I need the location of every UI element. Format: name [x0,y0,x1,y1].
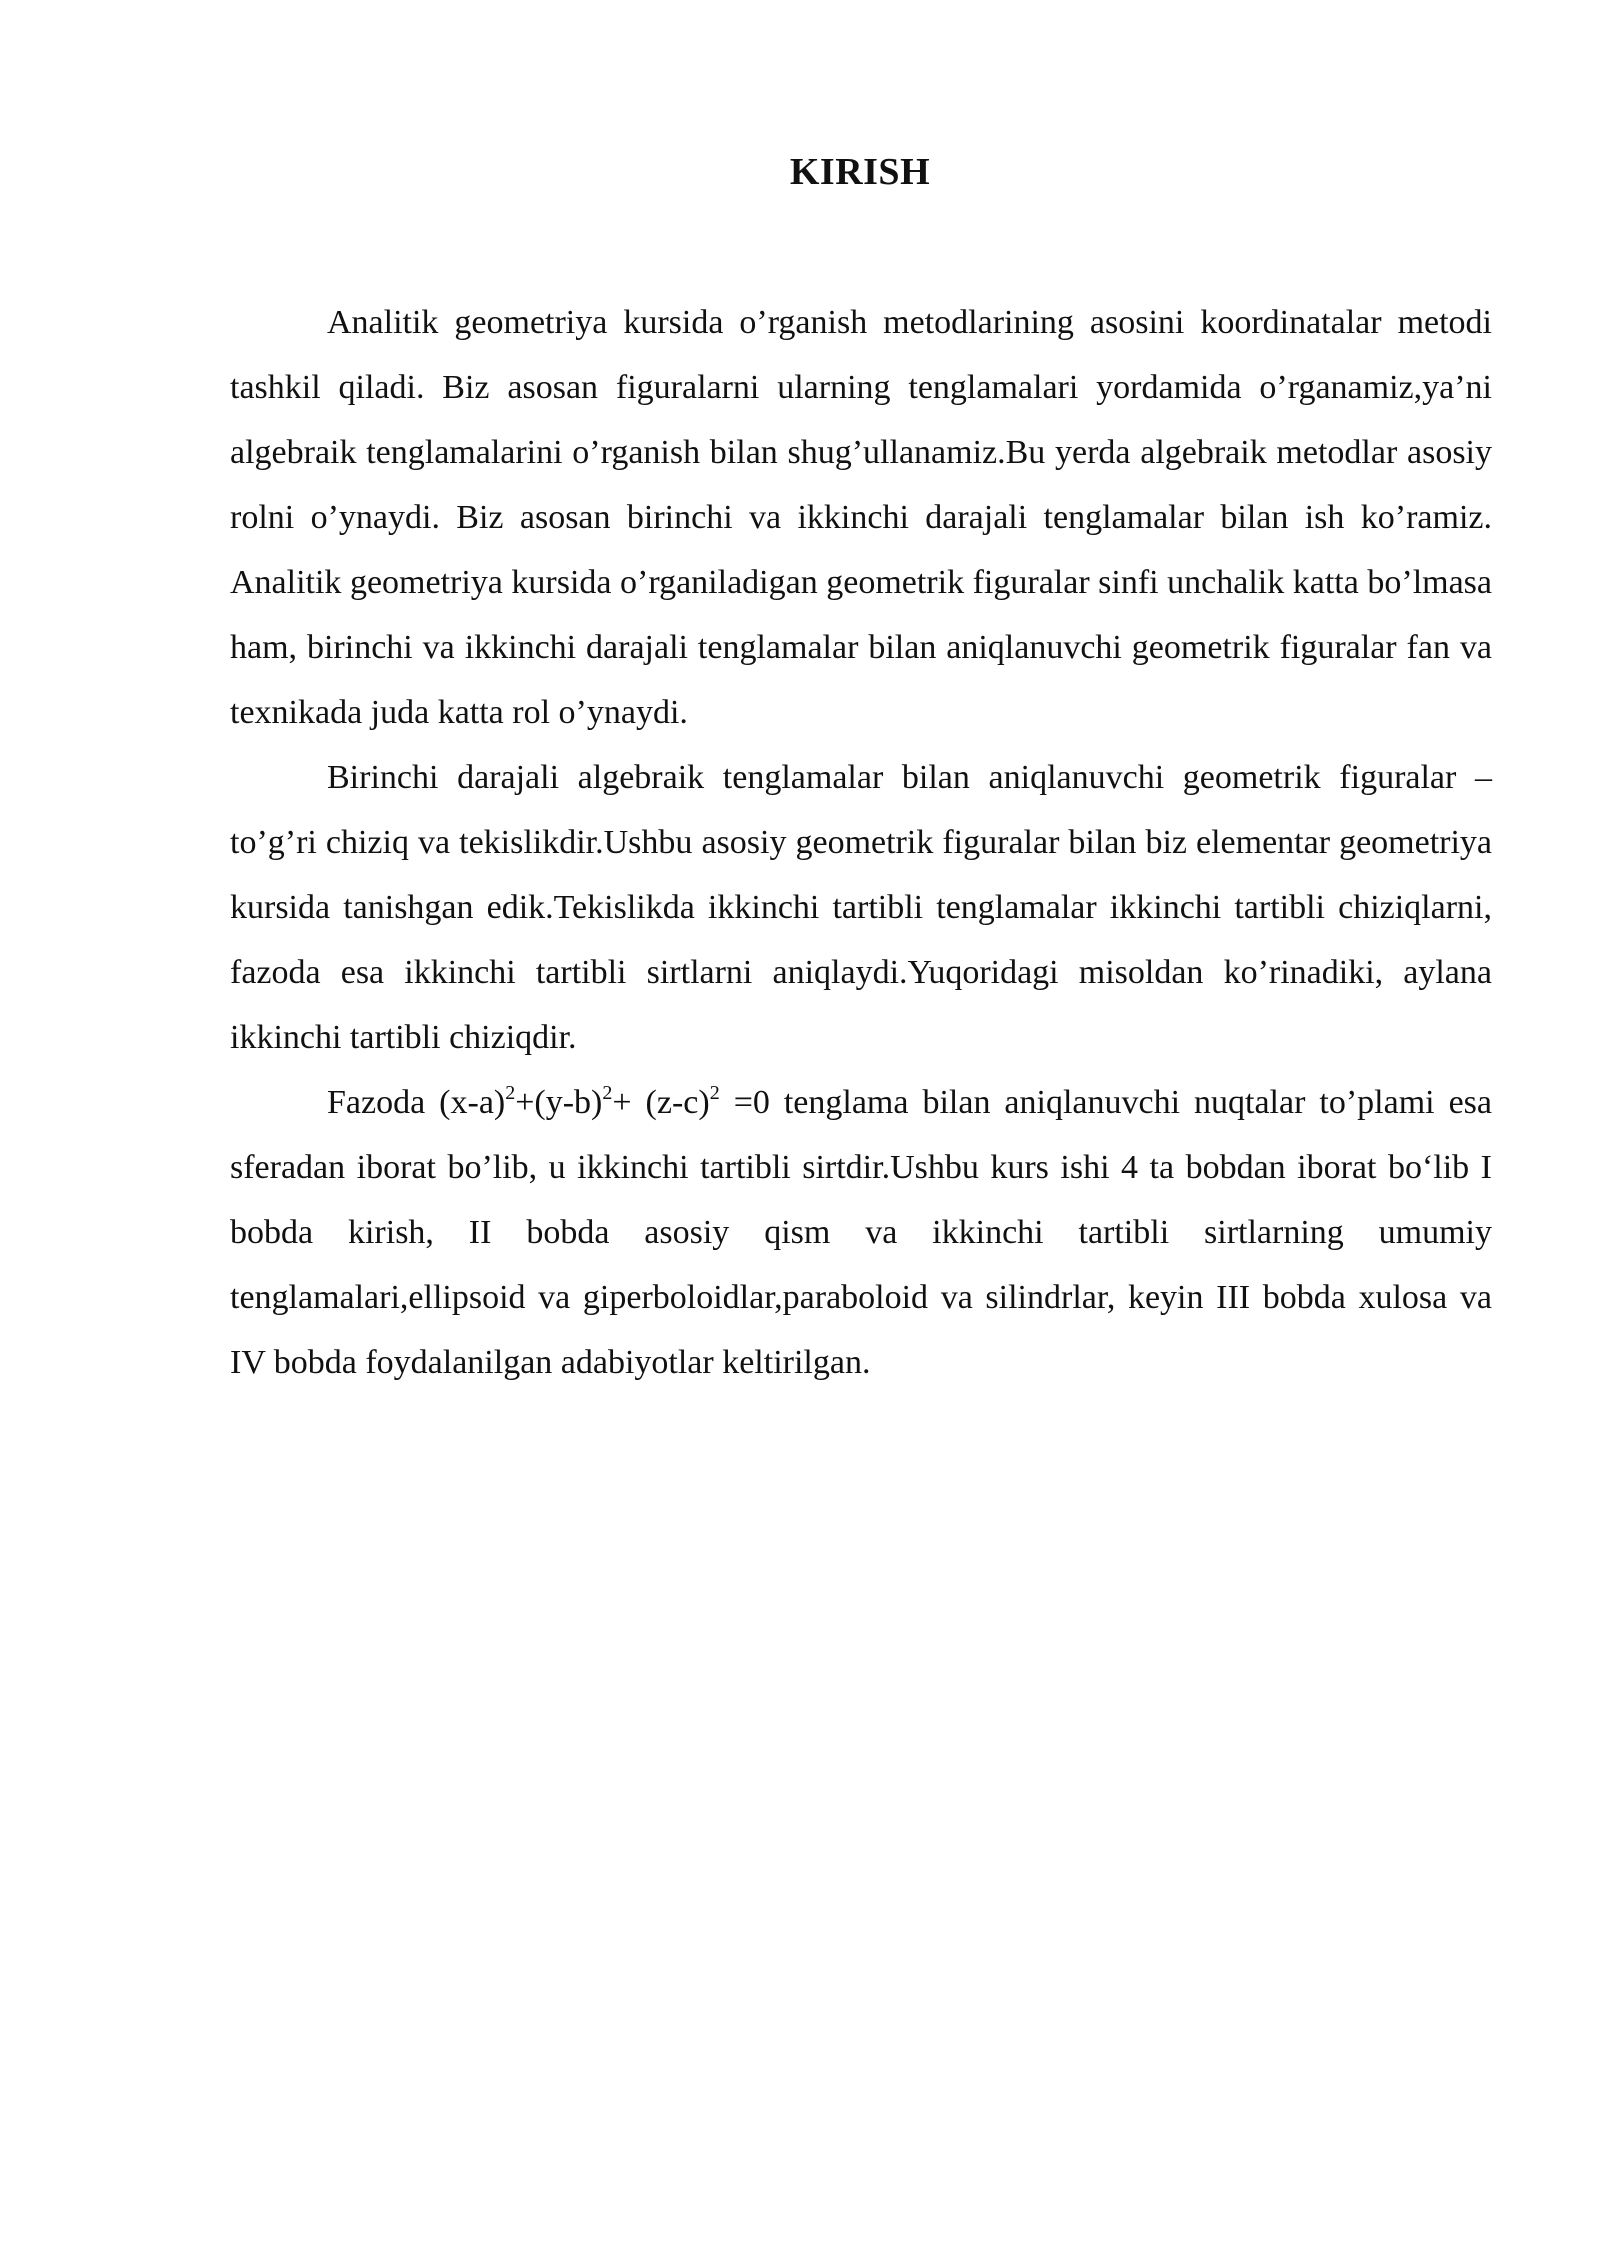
paragraph-lead: Fazoda [327,1084,440,1121]
equation-exponent-1: 2 [505,1082,516,1104]
equation-exponent-2: 2 [602,1082,613,1104]
equation-exponent-3: 2 [709,1082,720,1104]
paragraph-rest: tenglama bilan aniqlanuvchi nuqtalar to’plami esa sferadan iborat bo’lib, u ikkinchi tartibli sirtdir.Ushbu kurs ishi 4 ta bobdan iborat bo‘lib I bobda kirish, II bobda asosiy qism va ikkinchi tartibli sirtlarning umumiy tenglamalari,ellipsoid va giperboloidlar,paraboloid va silindrlar, keyin III bobda xulosa va IV bobda foydalanilgan adabiyotlar keltirilgan. [230,1084,1492,1381]
paragraph-intro: Analitik geometriya kursida o’rganish metodlarining asosini koordinatalar metodi tashkil qiladi. Biz asosan figuralarni ularning tenglamalari yordamida o’rganamiz,ya’ni algebraik tenglamalarini o’rganish bilan shug’ullanamiz.Bu yerda algebraik metodlar asosiy rolni o’ynaydi. Biz asosan birinchi va ikkinchi darajali tenglamalar bilan ish ko’ramiz. Analitik geometriya kursida o’rganiladigan geometrik figuralar sinfi unchalik katta bo’lmasa ham, birinchi va ikkinchi darajali tenglamalar bilan aniqlanuvchi geometrik figuralar fan va texnikada juda katta rol o’ynaydi. [230,304,1492,731]
document-body [230,290,1492,1395]
paragraph-first-order-figures: Birinchi darajali algebraik tenglamalar bilan aniqlanuvchi geometrik figuralar – to’g’ri chiziq va tekislikdir.Ushbu asosiy geometrik figuralar bilan biz elementar geometriya kursida tanishgan edik.Tekislikda ikkinchi tartibli tenglamalar ikkinchi tartibli chiziqlarni, fazoda esa ikkinchi tartibli sirtlarni aniqlaydi.Yuqoridagi misoldan ko’rinadiki, aylana ikkinchi tartibli chiziqdir. [230,759,1492,1056]
equation-equals-zero: =0 [719,1084,770,1121]
paragraph-sphere-equation [230,1070,1492,1395]
page-title: KIRISH [789,151,931,193]
equation-term-1: (x-a) [439,1084,506,1121]
equation-term-2: +(y-b) [515,1084,603,1121]
sphere-equation [439,1084,770,1121]
equation-term-3: + (z-c) [612,1084,710,1121]
